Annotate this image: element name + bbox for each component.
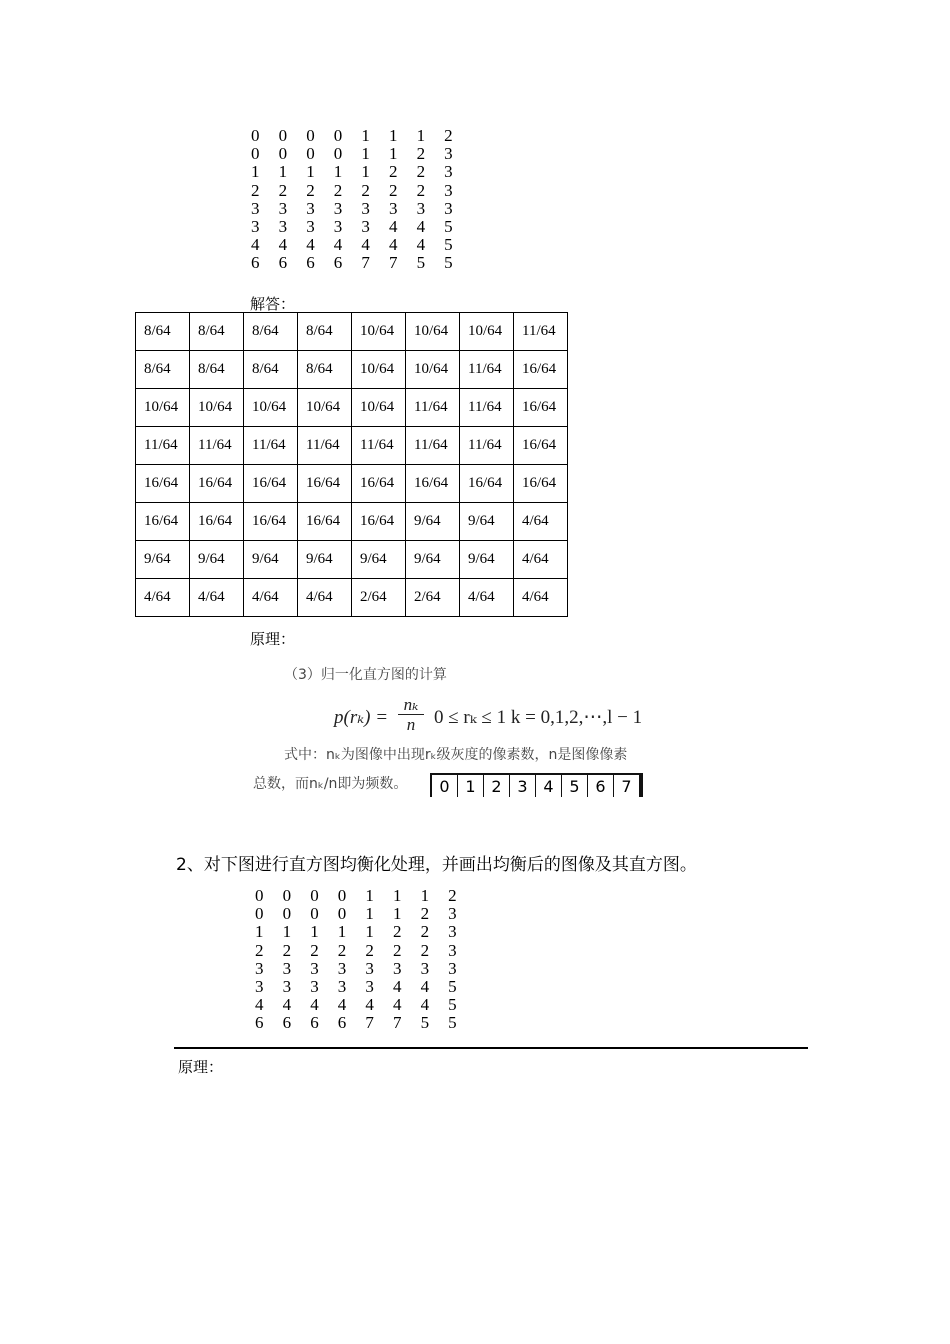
matrix-row xyxy=(255,996,476,1014)
matrix-row xyxy=(255,978,476,996)
matrix-cell: 3 xyxy=(444,198,453,218)
matrix-row xyxy=(255,1014,476,1032)
matrix-cell: 7 xyxy=(361,253,370,273)
matrix-row xyxy=(251,236,472,254)
matrix-cell: 4 xyxy=(420,976,430,996)
table-cell: 11/64 xyxy=(460,351,514,389)
matrix-cell: 2 xyxy=(416,144,426,164)
matrix-cell: 1 xyxy=(255,922,264,942)
matrix-cell: 1 xyxy=(278,162,288,182)
matrix-cell: 0 xyxy=(278,144,288,164)
matrix-row xyxy=(255,887,476,905)
matrix-cell: 6 xyxy=(337,1013,347,1033)
normalized-histogram-formula xyxy=(334,696,674,736)
matrix-cell: 3 xyxy=(448,904,457,924)
table-cell: 8/64 xyxy=(298,313,352,351)
table-cell: 8/64 xyxy=(244,313,298,351)
table-cell: 9/64 xyxy=(298,541,352,579)
matrix-cell: 3 xyxy=(255,958,264,978)
table-cell: 8/64 xyxy=(190,313,244,351)
matrix-cell: 5 xyxy=(444,216,453,236)
matrix-cell: 4 xyxy=(251,235,260,255)
table-cell: 16/64 xyxy=(514,465,568,503)
matrix-row xyxy=(255,905,476,923)
matrix-cell: 4 xyxy=(416,216,426,236)
matrix-cell: 3 xyxy=(444,162,453,182)
matrix-cell: 2 xyxy=(251,180,260,200)
probability-table xyxy=(135,312,568,617)
matrix-cell: 3 xyxy=(282,976,292,996)
matrix-cell: 1 xyxy=(365,922,374,942)
matrix-cell: 2 xyxy=(255,940,264,960)
matrix-cell: 3 xyxy=(278,198,288,218)
matrix-cell: 3 xyxy=(365,958,374,978)
table-cell: 16/64 xyxy=(136,465,190,503)
principle-label-2: 原理： xyxy=(178,1058,224,1076)
matrix-cell: 2 xyxy=(392,940,402,960)
matrix-row xyxy=(251,127,472,145)
matrix-cell: 4 xyxy=(255,995,264,1015)
table-cell: 2/64 xyxy=(406,579,460,617)
table-cell: 4/64 xyxy=(460,579,514,617)
table-cell: 4/64 xyxy=(514,579,568,617)
matrix-cell: 3 xyxy=(337,976,347,996)
matrix-cell: 6 xyxy=(255,1013,264,1033)
matrix-cell: 6 xyxy=(278,253,288,273)
matrix-cell: 3 xyxy=(448,958,457,978)
matrix-cell: 0 xyxy=(278,126,288,145)
matrix-cell: 2 xyxy=(310,940,319,960)
image-matrix-1 xyxy=(251,127,472,273)
matrix-cell: 3 xyxy=(282,958,292,978)
matrix-cell: 3 xyxy=(361,198,370,218)
image-matrix-2 xyxy=(255,887,476,1033)
table-cell: 11/64 xyxy=(406,389,460,427)
table-cell: 11/64 xyxy=(514,313,568,351)
table-cell: 4/64 xyxy=(136,579,190,617)
matrix-cell: 4 xyxy=(365,995,374,1015)
gray-level: 3 xyxy=(510,775,536,797)
table-cell: 2/64 xyxy=(352,579,406,617)
matrix-cell: 4 xyxy=(420,995,430,1015)
matrix-cell: 1 xyxy=(361,126,370,145)
table-cell: 10/64 xyxy=(352,313,406,351)
matrix-cell: 4 xyxy=(337,995,347,1015)
matrix-cell: 2 xyxy=(361,180,370,200)
matrix-cell: 4 xyxy=(388,216,398,236)
matrix-cell: 4 xyxy=(388,235,398,255)
table-cell: 9/64 xyxy=(460,541,514,579)
matrix-cell: 3 xyxy=(310,958,319,978)
table-cell: 10/64 xyxy=(352,351,406,389)
matrix-row xyxy=(251,218,472,236)
table-cell: 9/64 xyxy=(352,541,406,579)
matrix-cell: 3 xyxy=(306,198,315,218)
matrix-cell: 0 xyxy=(251,126,260,145)
matrix-cell: 1 xyxy=(392,886,402,905)
matrix-cell: 1 xyxy=(333,162,343,182)
table-cell: 16/64 xyxy=(136,503,190,541)
table-row xyxy=(136,427,568,465)
matrix-cell: 2 xyxy=(278,180,288,200)
table-cell: 16/64 xyxy=(190,503,244,541)
matrix-row xyxy=(251,254,472,272)
table-cell: 10/64 xyxy=(352,389,406,427)
matrix-cell: 4 xyxy=(333,235,343,255)
table-cell: 16/64 xyxy=(244,465,298,503)
matrix-cell: 3 xyxy=(310,976,319,996)
matrix-cell: 4 xyxy=(282,995,292,1015)
matrix-cell: 2 xyxy=(365,940,374,960)
table-cell: 10/64 xyxy=(244,389,298,427)
table-cell: 11/64 xyxy=(190,427,244,465)
formula-denominator: n xyxy=(406,715,416,734)
matrix-row xyxy=(251,182,472,200)
matrix-cell: 6 xyxy=(251,253,260,273)
table-cell: 16/64 xyxy=(406,465,460,503)
table-cell: 11/64 xyxy=(298,427,352,465)
matrix-cell: 1 xyxy=(251,162,260,182)
matrix-cell: 6 xyxy=(310,1013,319,1033)
matrix-cell: 1 xyxy=(282,922,292,942)
table-cell: 11/64 xyxy=(460,427,514,465)
matrix-cell: 5 xyxy=(416,253,426,273)
table-cell: 8/64 xyxy=(244,351,298,389)
matrix-cell: 0 xyxy=(282,904,292,924)
matrix-cell: 6 xyxy=(333,253,343,273)
matrix-cell: 3 xyxy=(388,198,398,218)
table-row xyxy=(136,503,568,541)
question-2-text: 2、对下图进行直方图均衡化处理，并画出均衡后的图像及其直方图。 xyxy=(176,855,697,875)
matrix-cell: 0 xyxy=(333,144,343,164)
table-cell: 10/64 xyxy=(190,389,244,427)
table-row xyxy=(136,465,568,503)
matrix-cell: 3 xyxy=(444,180,453,200)
matrix-cell: 0 xyxy=(255,886,264,905)
table-cell: 8/64 xyxy=(298,351,352,389)
matrix-cell: 0 xyxy=(306,144,315,164)
matrix-cell: 2 xyxy=(282,940,292,960)
matrix-cell: 7 xyxy=(388,253,398,273)
matrix-cell: 1 xyxy=(306,162,315,182)
matrix-row xyxy=(255,942,476,960)
table-cell: 16/64 xyxy=(352,503,406,541)
matrix-cell: 5 xyxy=(420,1013,430,1033)
table-cell: 11/64 xyxy=(136,427,190,465)
principle-label: 原理： xyxy=(250,630,296,648)
table-cell: 16/64 xyxy=(298,465,352,503)
answer-label: 解答： xyxy=(250,295,296,313)
matrix-cell: 3 xyxy=(361,216,370,236)
matrix-row xyxy=(251,145,472,163)
matrix-cell: 2 xyxy=(420,922,430,942)
matrix-cell: 2 xyxy=(416,180,426,200)
matrix-cell: 5 xyxy=(444,235,453,255)
table-cell: 16/64 xyxy=(190,465,244,503)
matrix-cell: 3 xyxy=(416,198,426,218)
matrix-cell: 0 xyxy=(333,126,343,145)
matrix-cell: 2 xyxy=(420,940,430,960)
formula-lhs: p(rₖ) = xyxy=(334,707,389,728)
table-cell: 11/64 xyxy=(352,427,406,465)
table-cell: 9/64 xyxy=(190,541,244,579)
gray-level: 0 xyxy=(432,775,458,797)
gray-level: 6 xyxy=(588,775,614,797)
matrix-cell: 4 xyxy=(306,235,315,255)
table-cell: 16/64 xyxy=(460,465,514,503)
gray-level: 5 xyxy=(562,775,588,797)
matrix-cell: 2 xyxy=(388,180,398,200)
table-cell: 10/64 xyxy=(406,351,460,389)
table-cell: 8/64 xyxy=(190,351,244,389)
table-row xyxy=(136,541,568,579)
table-cell: 4/64 xyxy=(244,579,298,617)
table-cell: 9/64 xyxy=(136,541,190,579)
matrix-cell: 1 xyxy=(361,144,370,164)
table-row xyxy=(136,579,568,617)
table-cell: 4/64 xyxy=(298,579,352,617)
matrix-cell: 4 xyxy=(361,235,370,255)
matrix-cell: 3 xyxy=(420,958,430,978)
horizontal-divider xyxy=(174,1047,808,1049)
matrix-cell: 0 xyxy=(255,904,264,924)
table-cell: 9/64 xyxy=(406,541,460,579)
matrix-cell: 0 xyxy=(310,904,319,924)
matrix-cell: 1 xyxy=(388,126,398,145)
table-cell: 16/64 xyxy=(514,351,568,389)
matrix-cell: 2 xyxy=(392,922,402,942)
table-row xyxy=(136,351,568,389)
table-cell: 10/64 xyxy=(460,313,514,351)
matrix-cell: 6 xyxy=(306,253,315,273)
matrix-cell: 5 xyxy=(448,1013,457,1033)
table-cell: 11/64 xyxy=(244,427,298,465)
matrix-cell: 3 xyxy=(333,198,343,218)
matrix-cell: 1 xyxy=(361,162,370,182)
matrix-cell: 4 xyxy=(278,235,288,255)
matrix-cell: 3 xyxy=(392,958,402,978)
matrix-cell: 2 xyxy=(420,904,430,924)
matrix-cell: 3 xyxy=(448,940,457,960)
matrix-cell: 2 xyxy=(337,940,347,960)
table-cell: 16/64 xyxy=(298,503,352,541)
table-cell: 10/64 xyxy=(298,389,352,427)
matrix-cell: 5 xyxy=(448,976,457,996)
matrix-cell: 2 xyxy=(388,162,398,182)
table-cell: 11/64 xyxy=(406,427,460,465)
matrix-cell: 3 xyxy=(255,976,264,996)
matrix-cell: 4 xyxy=(392,995,402,1015)
gray-level: 7 xyxy=(614,775,641,797)
table-cell: 16/64 xyxy=(514,427,568,465)
matrix-row xyxy=(251,163,472,181)
table-row xyxy=(136,389,568,427)
formula-condition: 0 ≤ rₖ ≤ 1 k = 0,1,2,⋯,l − 1 xyxy=(434,707,643,728)
table-cell: 16/64 xyxy=(514,389,568,427)
matrix-cell: 4 xyxy=(416,235,426,255)
matrix-cell: 3 xyxy=(333,216,343,236)
table-cell: 16/64 xyxy=(244,503,298,541)
matrix-cell: 1 xyxy=(388,144,398,164)
matrix-cell: 3 xyxy=(448,922,457,942)
matrix-cell: 5 xyxy=(444,253,453,273)
matrix-cell: 5 xyxy=(448,995,457,1015)
matrix-cell: 7 xyxy=(392,1013,402,1033)
formula-title: （3）归一化直方图的计算 xyxy=(284,667,447,683)
matrix-cell: 6 xyxy=(282,1013,292,1033)
matrix-cell: 3 xyxy=(337,958,347,978)
matrix-cell: 3 xyxy=(306,216,315,236)
matrix-cell: 1 xyxy=(392,904,402,924)
table-cell: 10/64 xyxy=(406,313,460,351)
table-cell: 9/64 xyxy=(460,503,514,541)
table-cell: 9/64 xyxy=(244,541,298,579)
formula-numerator: nₖ xyxy=(398,696,424,715)
matrix-cell: 3 xyxy=(365,976,374,996)
matrix-cell: 2 xyxy=(333,180,343,200)
matrix-cell: 2 xyxy=(416,162,426,182)
table-cell: 4/64 xyxy=(514,503,568,541)
matrix-cell: 0 xyxy=(337,886,347,905)
matrix-cell: 3 xyxy=(444,144,453,164)
table-cell: 10/64 xyxy=(136,389,190,427)
matrix-cell: 0 xyxy=(310,886,319,905)
table-cell: 9/64 xyxy=(406,503,460,541)
formula-fraction xyxy=(398,696,424,735)
matrix-cell: 1 xyxy=(416,126,426,145)
matrix-cell: 4 xyxy=(392,976,402,996)
gray-level-strip xyxy=(430,773,643,797)
table-cell: 16/64 xyxy=(352,465,406,503)
matrix-cell: 1 xyxy=(365,886,374,905)
matrix-cell: 1 xyxy=(420,886,430,905)
table-row xyxy=(136,313,568,351)
matrix-cell: 0 xyxy=(337,904,347,924)
matrix-row xyxy=(251,200,472,218)
table-cell: 8/64 xyxy=(136,313,190,351)
matrix-cell: 2 xyxy=(306,180,315,200)
matrix-row xyxy=(255,923,476,941)
matrix-cell: 1 xyxy=(337,922,347,942)
matrix-cell: 3 xyxy=(251,216,260,236)
matrix-row xyxy=(255,960,476,978)
table-cell: 11/64 xyxy=(460,389,514,427)
gray-level: 1 xyxy=(458,775,484,797)
gray-level: 2 xyxy=(484,775,510,797)
matrix-cell: 3 xyxy=(251,198,260,218)
table-cell: 8/64 xyxy=(136,351,190,389)
matrix-cell: 2 xyxy=(444,126,453,145)
matrix-cell: 7 xyxy=(365,1013,374,1033)
table-cell: 4/64 xyxy=(514,541,568,579)
matrix-cell: 2 xyxy=(448,886,457,905)
formula-explanation-2: 总数，而nₖ/n即为频数。 xyxy=(253,776,408,792)
matrix-cell: 3 xyxy=(278,216,288,236)
matrix-cell: 4 xyxy=(310,995,319,1015)
matrix-cell: 0 xyxy=(251,144,260,164)
matrix-cell: 0 xyxy=(282,886,292,905)
matrix-cell: 0 xyxy=(306,126,315,145)
table-cell: 4/64 xyxy=(190,579,244,617)
gray-level: 4 xyxy=(536,775,562,797)
formula-explanation-1: 式中：nₖ为图像中出现rₖ级灰度的像素数，n是图像像素 xyxy=(284,747,628,763)
matrix-cell: 1 xyxy=(310,922,319,942)
matrix-cell: 1 xyxy=(365,904,374,924)
